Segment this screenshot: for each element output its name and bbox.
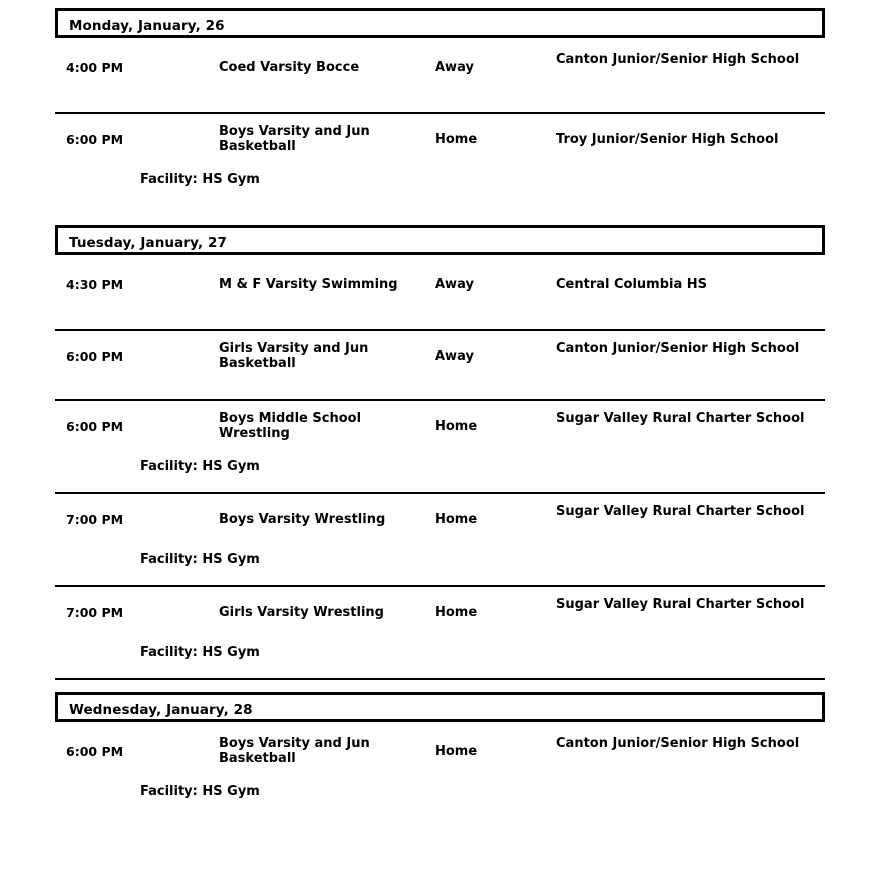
event-location: Sugar Valley Rural Charter School bbox=[556, 411, 805, 426]
event-side: Away bbox=[435, 277, 474, 292]
event-time: 6:00 PM bbox=[66, 132, 124, 147]
event-location: Troy Junior/Senior High School bbox=[556, 132, 779, 147]
event-side: Home bbox=[435, 132, 478, 147]
table-row bbox=[55, 259, 825, 329]
schedule-container bbox=[55, 0, 825, 799]
event-time: 6:00 PM bbox=[66, 419, 124, 434]
day-block bbox=[55, 225, 825, 678]
event-name: Boys Varsity and Jun Basketball bbox=[219, 736, 370, 767]
event-side: Away bbox=[435, 349, 474, 364]
day-header-label: Tuesday, January, 27 bbox=[69, 235, 227, 251]
day-header-label: Monday, January, 26 bbox=[69, 18, 225, 34]
event-side: Away bbox=[435, 60, 474, 75]
event-side: Home bbox=[435, 605, 478, 620]
event-side: Home bbox=[435, 512, 478, 527]
day-gap bbox=[55, 211, 825, 225]
event-name: Boys Varsity Wrestling bbox=[219, 512, 386, 527]
event-name: Girls Varsity Wrestling bbox=[219, 605, 384, 620]
event-time: 7:00 PM bbox=[66, 512, 124, 527]
event-name: Girls Varsity and Jun Basketball bbox=[219, 341, 369, 372]
event-name: Boys Middle School Wrestling bbox=[219, 411, 362, 442]
table-row bbox=[55, 492, 825, 585]
event-location: Canton Junior/Senior High School bbox=[556, 52, 800, 67]
event-name: Boys Varsity and Jun Basketball bbox=[219, 124, 370, 155]
day-header-tuesday bbox=[55, 225, 825, 255]
event-time: 4:30 PM bbox=[66, 277, 124, 292]
event-time: 4:00 PM bbox=[66, 60, 124, 75]
event-facility: Facility: HS Gym bbox=[140, 172, 260, 187]
row-spacer bbox=[55, 86, 825, 112]
table-row bbox=[55, 329, 825, 399]
row-spacer bbox=[55, 660, 825, 678]
day-header-label: Wednesday, January, 28 bbox=[69, 702, 253, 718]
day-header-wednesday bbox=[55, 692, 825, 722]
event-facility: Facility: HS Gym bbox=[140, 645, 260, 660]
event-facility: Facility: HS Gym bbox=[140, 459, 260, 474]
table-row bbox=[55, 399, 825, 492]
event-facility: Facility: HS Gym bbox=[140, 784, 260, 799]
event-location: Central Columbia HS bbox=[556, 277, 708, 292]
event-name: M & F Varsity Swimming bbox=[219, 277, 398, 292]
event-location: Sugar Valley Rural Charter School bbox=[556, 597, 805, 612]
row-spacer bbox=[55, 474, 825, 492]
event-time: 6:00 PM bbox=[66, 744, 124, 759]
event-side: Home bbox=[435, 744, 478, 759]
day-block bbox=[55, 8, 825, 211]
day-header-monday bbox=[55, 8, 825, 38]
day-gap bbox=[55, 680, 825, 692]
event-location: Sugar Valley Rural Charter School bbox=[556, 504, 805, 519]
event-name: Coed Varsity Bocce bbox=[219, 60, 360, 75]
event-location: Canton Junior/Senior High School bbox=[556, 341, 800, 356]
event-facility: Facility: HS Gym bbox=[140, 552, 260, 567]
row-spacer bbox=[55, 187, 825, 211]
row-spacer bbox=[55, 375, 825, 399]
table-row bbox=[55, 585, 825, 678]
table-row bbox=[55, 112, 825, 211]
row-spacer bbox=[55, 303, 825, 329]
event-location: Canton Junior/Senior High School bbox=[556, 736, 800, 751]
event-time: 6:00 PM bbox=[66, 349, 124, 364]
row-spacer bbox=[55, 567, 825, 585]
table-row bbox=[55, 726, 825, 799]
table-row bbox=[55, 42, 825, 112]
event-time: 7:00 PM bbox=[66, 605, 124, 620]
day-block bbox=[55, 692, 825, 799]
event-side: Home bbox=[435, 419, 478, 434]
